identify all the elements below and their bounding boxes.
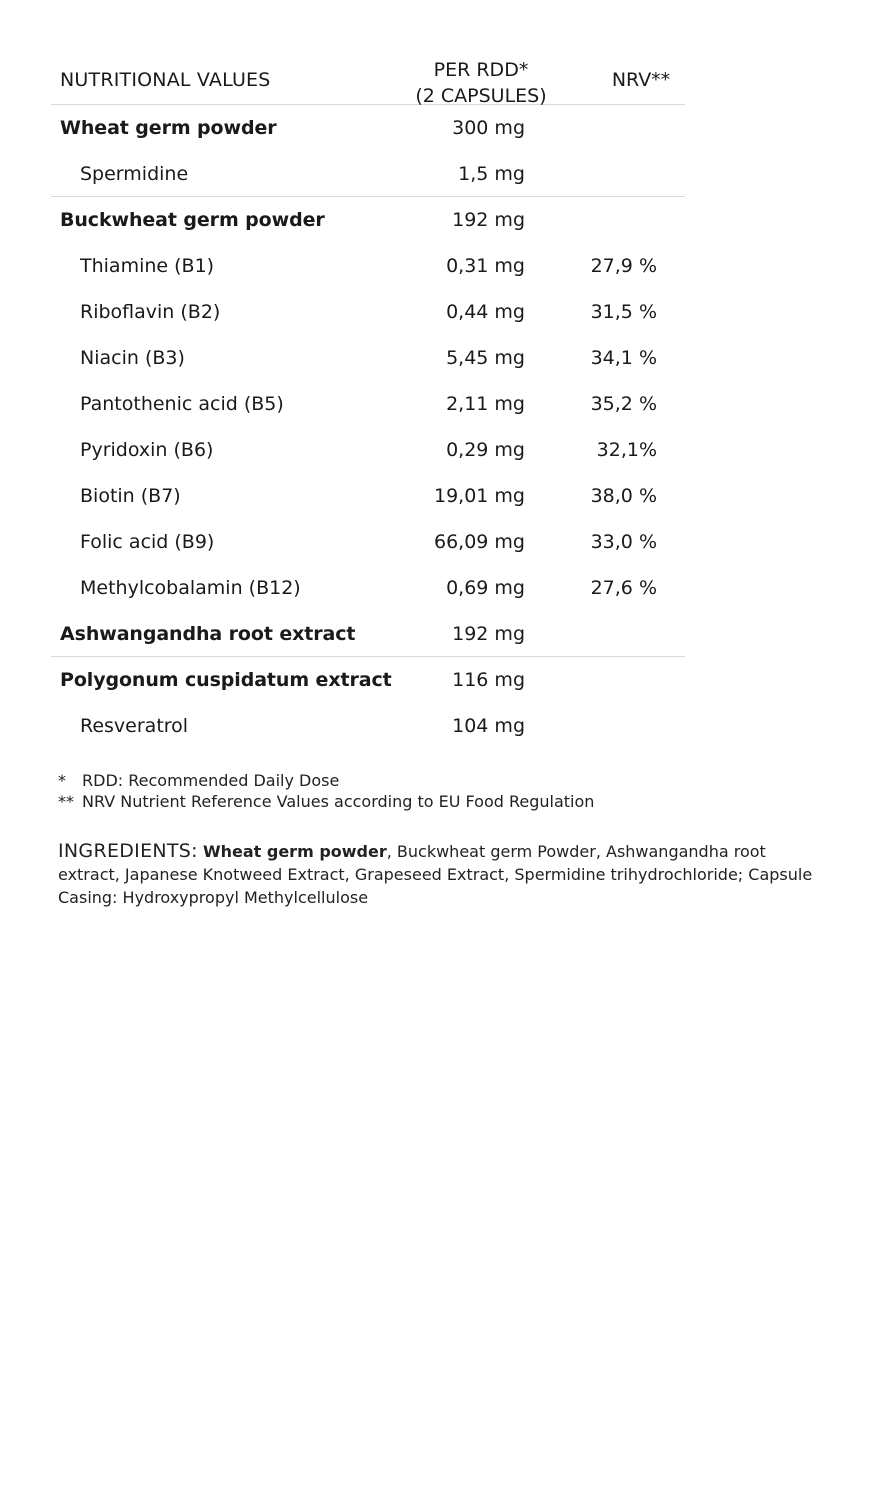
ingredient-amount: 5,45 mg xyxy=(446,347,525,369)
ingredient-nrv: 27,6 % xyxy=(590,577,657,599)
ingredient-name: Biotin (B7) xyxy=(80,485,181,507)
ingredient-name: Methylcobalamin (B12) xyxy=(80,577,301,599)
ingredient-amount: 116 mg xyxy=(452,669,525,691)
ingredient-nrv: 35,2 % xyxy=(590,393,657,415)
ingredient-nrv: 31,5 % xyxy=(590,301,657,323)
ingredient-amount: 0,44 mg xyxy=(446,301,525,323)
footnote-mark: ** xyxy=(58,792,74,811)
table-row xyxy=(51,151,685,197)
ingredient-name: Wheat germ powder xyxy=(60,117,277,139)
ingredient-nrv: 33,0 % xyxy=(590,531,657,553)
footnote-mark: * xyxy=(58,771,66,790)
ingredient-name: Resveratrol xyxy=(80,715,189,737)
ingredient-amount: 0,29 mg xyxy=(446,439,525,461)
footnote-text: NRV Nutrient Reference Values according to EU Food Regulation xyxy=(82,792,595,811)
ingredient-nrv: 27,9 % xyxy=(590,255,657,277)
ingredient-amount: 300 mg xyxy=(452,117,525,139)
footnotes xyxy=(58,770,594,812)
table-row xyxy=(51,335,685,381)
footnote-text: RDD: Recommended Daily Dose xyxy=(82,771,340,790)
ingredient-name: Pantothenic acid (B5) xyxy=(80,393,284,415)
table-row xyxy=(51,105,685,151)
ingredient-amount: 19,01 mg xyxy=(433,485,525,507)
table-row xyxy=(51,657,685,703)
header-per-rdd-line2: (2 CAPSULES) xyxy=(415,85,547,107)
table-row xyxy=(51,519,685,565)
ingredient-name: Buckwheat germ powder xyxy=(60,209,325,231)
table-row xyxy=(51,611,685,657)
ingredient-nrv: 32,1% xyxy=(596,439,657,461)
header-nutritional-values: NUTRITIONAL VALUES xyxy=(60,69,271,91)
ingredient-name: Folic acid (B9) xyxy=(80,531,215,553)
header-per-rdd xyxy=(391,57,571,109)
table-row xyxy=(51,243,685,289)
table-row xyxy=(51,427,685,473)
ingredient-name: Riboflavin (B2) xyxy=(80,301,221,323)
ingredient-amount: 2,11 mg xyxy=(446,393,525,415)
ingredient-name: Spermidine xyxy=(80,163,189,185)
ingredient-amount: 0,69 mg xyxy=(446,577,525,599)
ingredient-name: Niacin (B3) xyxy=(80,347,185,369)
ingredients-label: INGREDIENTS: xyxy=(58,840,198,862)
ingredients-bold: Wheat germ powder xyxy=(202,842,387,861)
footnote-nrv xyxy=(58,791,594,812)
table-row xyxy=(51,473,685,519)
header-nrv: NRV** xyxy=(611,69,671,91)
table-row xyxy=(51,197,685,243)
ingredient-name: Ashwangandha root extract xyxy=(60,623,356,645)
ingredient-name: Thiamine (B1) xyxy=(80,255,215,277)
ingredient-amount: 192 mg xyxy=(452,623,525,645)
ingredient-amount: 0,31 mg xyxy=(446,255,525,277)
table-row xyxy=(51,703,685,749)
ingredients-section xyxy=(58,840,818,909)
ingredient-amount: 192 mg xyxy=(452,209,525,231)
ingredient-name: Polygonum cuspidatum extract xyxy=(60,669,392,691)
table-row xyxy=(51,381,685,427)
ingredient-amount: 104 mg xyxy=(452,715,525,737)
ingredient-nrv: 38,0 % xyxy=(590,485,657,507)
ingredient-nrv: 34,1 % xyxy=(590,347,657,369)
header-per-rdd-line1: PER RDD* xyxy=(433,59,529,81)
ingredient-name: Pyridoxin (B6) xyxy=(80,439,214,461)
nutrition-table xyxy=(51,58,685,749)
table-row xyxy=(51,565,685,611)
ingredient-amount: 66,09 mg xyxy=(433,531,525,553)
footnote-rdd xyxy=(58,770,594,791)
ingredients-text: , Buckwheat germ Powder, Ashwangandha root extract, Japanese Knotweed Extract, Grapeseed Extract, Spermidine trihydrochloride; Capsule Casing: Hydroxypropyl Methylcellulose xyxy=(58,842,813,907)
table-header xyxy=(51,58,685,105)
ingredient-amount: 1,5 mg xyxy=(458,163,525,185)
table-row xyxy=(51,289,685,335)
